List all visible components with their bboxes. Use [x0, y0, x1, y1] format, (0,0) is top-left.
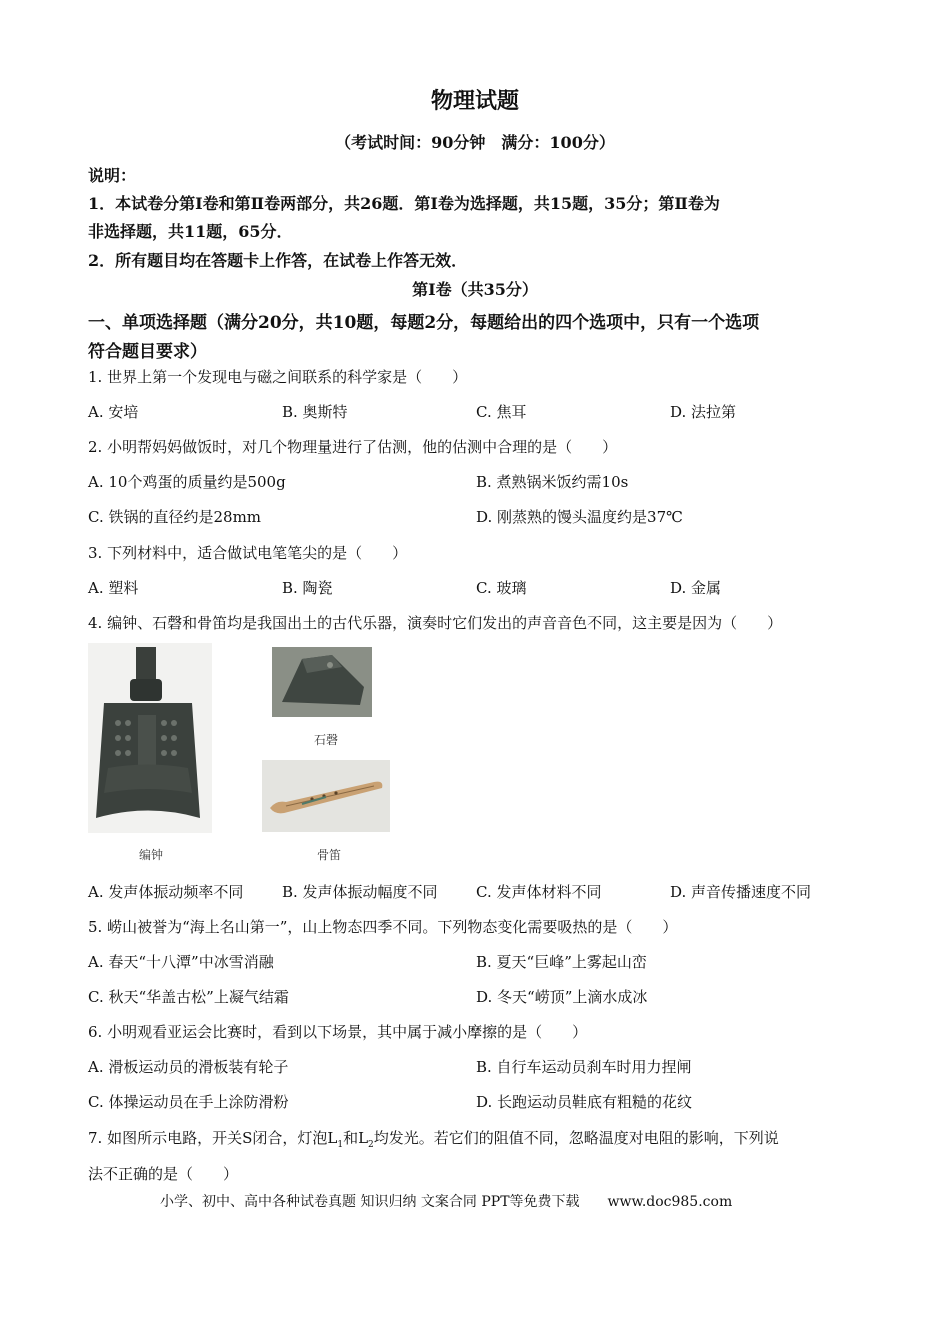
question-4-stem: 4. 编钟、石磬和骨笛均是我国出土的古代乐器，演奏时它们发出的声音音色不同，这主要是因为（ ） — [88, 614, 783, 632]
question-7-stem-cont: 法不正确的是（ ） — [88, 1165, 239, 1183]
q4-option-b: B. 发声体振动幅度不同 — [282, 883, 438, 901]
gudi-flute-image — [262, 760, 390, 832]
q6-option-c: C. 体操运动员在手上涂防滑粉 — [88, 1093, 289, 1111]
q7-text-2: 和L — [343, 1129, 369, 1147]
caption-bianzhong: 编钟 — [139, 848, 164, 862]
q3-option-c: C. 玻璃 — [476, 579, 527, 597]
q1-option-d: D. 法拉第 — [670, 403, 737, 421]
q3-option-d: D. 金属 — [670, 579, 722, 597]
q1-option-c: C. 焦耳 — [476, 403, 527, 421]
q5-option-d: D. 冬天“崂顶”上滴水成冰 — [476, 988, 648, 1006]
q7-text-1: 7. 如图所示电路，开关S闭合，灯泡L — [88, 1129, 338, 1147]
question-2-stem: 2. 小明帮妈妈做饭时，对几个物理量进行了估测，他的估测中合理的是（ ） — [88, 438, 618, 456]
q5-option-a: A. 春天“十八潭”中冰雪消融 — [88, 953, 274, 971]
q5-option-c: C. 秋天“华盖古松”上凝气结霜 — [88, 988, 289, 1006]
part-1-heading: 第Ⅰ卷（共35分） — [412, 280, 538, 299]
q7-sub-1: 1 — [337, 1140, 344, 1150]
q6-option-b: B. 自行车运动员刹车时用力捏闸 — [476, 1058, 692, 1076]
q4-option-d: D. 声音传播速度不同 — [670, 883, 812, 901]
q4-option-c: C. 发声体材料不同 — [476, 883, 602, 901]
q5-option-b: B. 夏天“巨峰”上雾起山峦 — [476, 953, 647, 971]
note-1-cont: 非选择题，共11题，65分． — [88, 222, 293, 241]
q2-option-c: C. 铁锅的直径约是28mm — [88, 508, 262, 526]
q7-text-3: 均发光。若它们的阻值不同，忽略温度对电阻的影响，下列说 — [373, 1129, 779, 1147]
q3-option-b: B. 陶瓷 — [282, 579, 333, 597]
page-title: 物理试题 — [430, 88, 519, 114]
caption-gudi: 骨笛 — [317, 848, 342, 862]
question-5-stem: 5. 崂山被誉为“海上名山第一”，山上物态四季不同。下列物态变化需要吸热的是（ ） — [88, 918, 678, 936]
q6-option-d: D. 长跑运动员鞋底有粗糙的花纹 — [476, 1093, 693, 1111]
bianzhong-bell-image — [88, 643, 212, 833]
exam-info: （考试时间：90分钟 满分：100分） — [335, 133, 615, 152]
q7-sub-2: 2 — [368, 1140, 374, 1150]
question-6-stem: 6. 小明观看亚运会比赛时，看到以下场景，其中属于减小摩擦的是（ ） — [88, 1023, 588, 1041]
q2-option-a: A. 10个鸡蛋的质量约是500g — [88, 473, 286, 491]
q2-option-b: B. 煮熟锅米饭约需10s — [476, 473, 629, 491]
shiqing-stone-image — [272, 647, 372, 717]
q6-option-a: A. 滑板运动员的滑板装有轮子 — [88, 1058, 289, 1076]
section-1-heading-cont: 符合题目要求） — [88, 342, 207, 362]
note-1: 1．本试卷分第Ⅰ卷和第Ⅱ卷两部分，共26题．第Ⅰ卷为选择题，共15题，35分；第Ⅱ卷为 — [88, 194, 720, 213]
notes-heading: 说明： — [88, 166, 137, 185]
section-1-heading: 一、单项选择题（满分20分，共10题，每题2分，每题给出的四个选项中，只有一个选项 — [88, 313, 760, 333]
q1-option-b: B. 奥斯特 — [282, 403, 348, 421]
q1-option-a: A. 安培 — [88, 403, 139, 421]
question-1-stem: 1. 世界上第一个发现电与磁之间联系的科学家是（ ） — [88, 368, 468, 386]
question-3-stem: 3. 下列材料中，适合做试电笔笔尖的是（ ） — [88, 544, 408, 562]
question-7-stem — [88, 1127, 779, 1150]
note-2: 2．所有题目均在答题卡上作答，在试卷上作答无效． — [88, 251, 468, 270]
page-footer: 小学、初中、高中各种试卷真题 知识归纳 文案合同 PPT等免费下载 www.doc985.com — [160, 1194, 733, 1210]
q3-option-a: A. 塑料 — [88, 579, 139, 597]
q4-option-a: A. 发声体振动频率不同 — [88, 883, 244, 901]
caption-shiqing: 石磬 — [314, 733, 339, 747]
q2-option-d: D. 刚蒸熟的馒头温度约是37℃ — [476, 508, 683, 526]
